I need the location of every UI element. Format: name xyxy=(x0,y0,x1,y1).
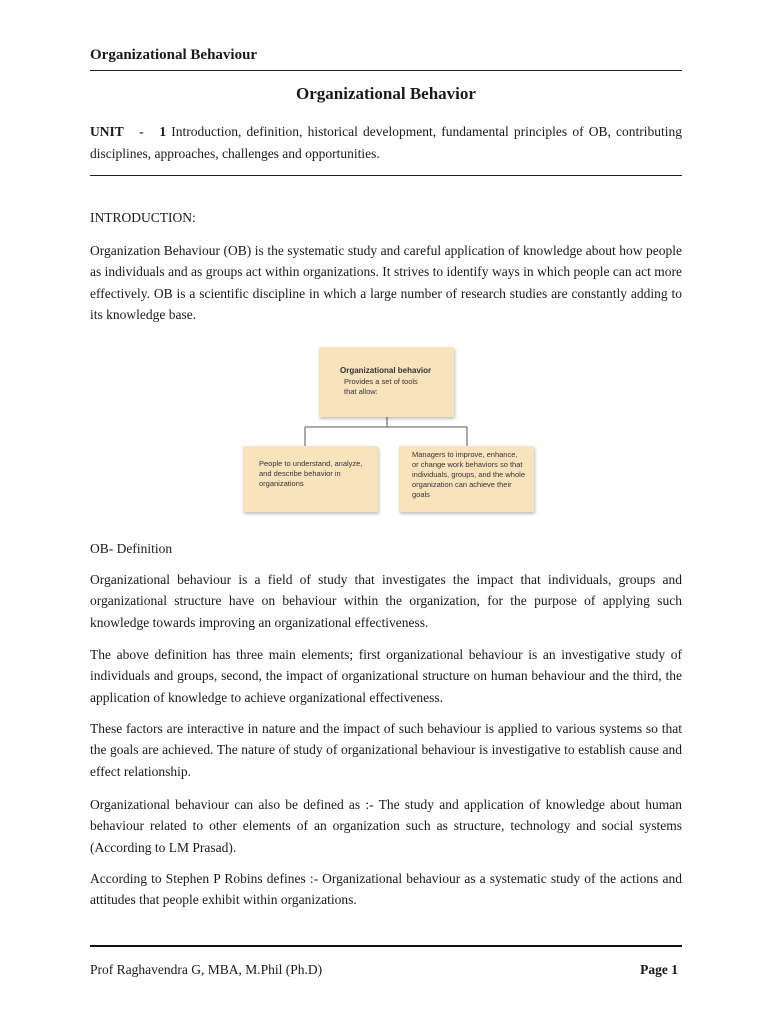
diagram-top-title: Organizational behavior xyxy=(340,366,432,375)
unit-number: 1 xyxy=(159,124,167,139)
definition-paragraph-4: Organizational behaviour can also be defined as :- The study and application of knowledge about human behaviour related to other elements of an organization such as structure, technology and social systems (According to LM Prasad). xyxy=(90,797,682,855)
unit-divider xyxy=(90,175,682,176)
unit-summary xyxy=(90,121,682,165)
diagram-box-people xyxy=(243,446,378,512)
diagram-right-text: Managers to improve, enhance, or change work behaviors so that individuals, groups, and the whole organization can achieve their goals xyxy=(412,450,525,499)
unit-topics: Introduction, definition, historical development, fundamental principles of OB, contributing disciplines, approaches, challenges and opportunities. xyxy=(90,124,683,161)
definition-paragraph-1: Organizational behaviour is a field of study that investigates the impact that individuals, groups and organizational structure have on behaviour within the organization, for the purpose of applying such knowledge towards improving an organizational effectiveness. xyxy=(90,572,682,630)
footer-author: Prof Raghavendra G, MBA, M.Phil (Ph.D) xyxy=(90,962,323,977)
definition-paragraph-2: The above definition has three main elements; first organizational behaviour is an investigative study of individuals and groups, second, the impact of organizational structure on human behaviour and the third, the application of knowledge to achieve organizational effectiveness. xyxy=(90,647,682,705)
diagram-box-organizational-behavior xyxy=(319,347,454,417)
unit-dash: - xyxy=(139,124,144,139)
header-title: Organizational Behaviour xyxy=(90,47,258,63)
definition-heading: OB- Definition xyxy=(90,541,173,556)
unit-label: UNIT xyxy=(90,124,124,139)
diagram-box-managers xyxy=(399,446,534,512)
page-number: Page 1 xyxy=(640,962,678,977)
diagram-left-text: People to understand, analyze, and describe behavior in organizations xyxy=(259,459,363,488)
footer-divider xyxy=(90,945,682,947)
ob-diagram xyxy=(237,344,535,516)
intro-paragraph: Organization Behaviour (OB) is the systematic study and careful application of knowledge about how people as individuals and as groups act within organizations. It strives to identify ways in which people can act more effectively. OB is a scientific discipline in which a large number of research studies are constantly adding to its knowledge base. xyxy=(90,243,682,322)
definition-paragraph-3: These factors are interactive in nature and the impact of such behaviour is applied to various systems so that the goals are achieved. The nature of study of organizational behaviour is investigative to establish cause and effect relationship. xyxy=(90,721,682,779)
definition-paragraph-5: According to Stephen P Robins defines :- Organizational behaviour as a systematic study of the actions and attitudes that people exhibit within organizations. xyxy=(90,871,682,908)
document-title: Organizational Behavior xyxy=(296,84,476,103)
intro-heading: INTRODUCTION: xyxy=(90,210,196,225)
diagram-top-text: Provides a set of tools that allow: xyxy=(344,377,418,396)
page-header xyxy=(90,44,682,71)
